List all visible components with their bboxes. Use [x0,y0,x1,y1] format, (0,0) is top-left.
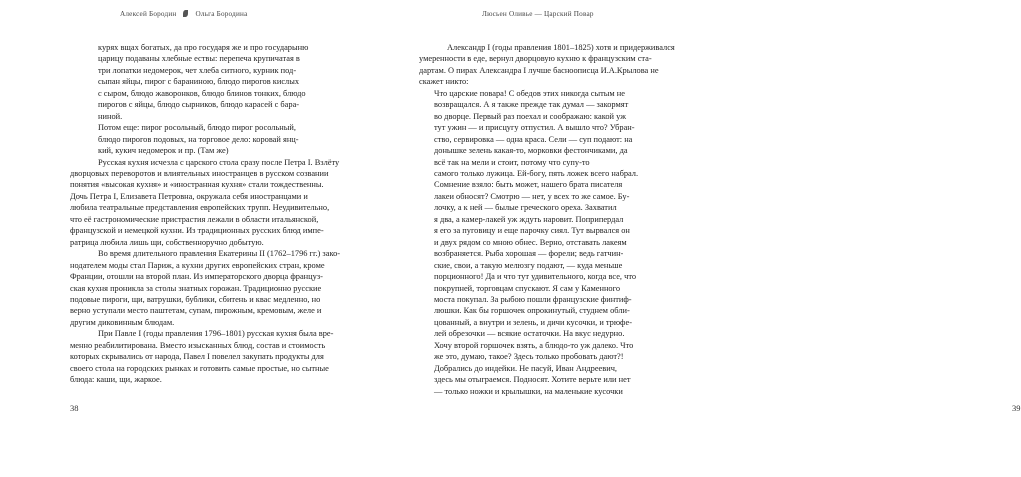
text-line: пирогов с яйцы, блюдо сырников, блюдо карасей с бара- [98,100,300,110]
text-line: Сомнение взяло: быть может, нашего брата писателя [434,180,623,190]
running-header-right: Люсьен Оливье — Царский Повар [482,10,594,18]
text-line: царицу подаваны хлебные ествы: перепеча крупичатая в [98,54,300,64]
text-line: ская кухня проникла за столы знатных горожан. Традиционно русские [70,283,322,293]
text-line: люшки. Как бы горшочек опрокинутый, студнем обли- [434,306,630,316]
text-line: блюдо пирогов подовых, на торговое дело: коровай янц- [98,134,299,144]
text-line: здесь мы отыграемся. Подносят. Хотите верьте или нет [434,375,631,385]
text-line: порционного! Да и что тут удивительного, когда все, что [434,272,637,282]
text-line: кий, кукич недомерок и пр. (Там же) [98,146,229,156]
text-line: понятия «высокая кухня» и «иностранная кухня» стали тождественны. [70,180,324,190]
text-line: Потом еще: пирог росольный, блюдо пирог росольный, [98,123,296,133]
text-line: лей обрезочки — всякие остаточки. На вкус недурно. [434,329,625,339]
header-author-1: Алексей Бородин [120,10,177,18]
text-line: ратрица любила лишь щи, собственноручно добытую. [70,237,264,247]
text-line: Александр I (годы правления 1801–1825) хотя и придерживался [447,43,675,52]
text-line: умеренности в еде, вернул дворцовую кухню к французским ста- [419,54,652,64]
text-line: три лопатки недомерок, чет хлеба ситного, курник под- [98,65,297,75]
text-line: — только ножки и крылышки, на маленькие кусочки [434,386,623,396]
text-line: дворцовых переворотов и влиятельных иностранцев в русском созвании [70,168,329,178]
text-line: Франции, отошли на второй план. Из императорского дворца француз- [70,272,323,282]
text-line: самого только лужица. Ей-богу, пять ложек всего набрал. [434,168,639,178]
block-quote [419,88,693,397]
text-line: Дочь Петра I, Елизавета Петровна, окружала себя иностранцами и [70,191,308,201]
right-page-body [419,42,693,397]
text-line: лакеи обносят? Смотрю — нет, у всех то же самое. Бу- [434,191,630,201]
text-line: сыпан яйцы, пирог с бараниною, блюдо пирогов кислых [98,77,300,87]
text-line: и двух рядом со мною обнес. Верно, отставать лакеям [434,237,627,247]
text-line: ские, свои, а такую мелюзгу подают, — куда меньше [434,260,623,270]
text-line: менно реабилитирована. Вместо изысканных блюд, состав и стоимость [70,340,326,350]
text-line: ниной. [98,111,123,121]
text-line: лочку, а к ней — былые греческого ореха. Захватил [434,203,617,213]
text-line: тут ужин — и присцугу отпустил. А вышло что? Убран- [434,123,635,133]
text-line: любила театральные представления европейских трупп. Неудивительно, [70,203,330,213]
text-line: своего стола на городских рынках и готовить самые простые, но сытные [70,363,329,373]
text-line: верно уступали место паштетам, супам, пирожным, кремовым, желе и [70,306,322,316]
running-header-left [120,10,247,18]
text-line: донышке зелень какая-то, морковки фестончиками, да [434,146,628,156]
page-number-left: 38 [70,403,79,413]
text-line: цованный, а внутри и зелень, и дичи кусочки, и трюфе- [434,317,632,327]
text-line: курях вщах богатых, да про государя же и про государыню [98,43,309,52]
text-line: другим диковинным блюдам. [70,317,175,327]
text-line: дартам. О пирах Александра I лучше басноописца И.А.Крылова не [419,65,659,75]
text-line: которых скрывались от народа, Павел I повелел закупать продукты для [70,352,324,362]
intro-text [419,42,693,88]
text-line: я два, а камер-лакей уж ждуть наровит. Поприпердал [434,214,624,224]
right-page [364,0,1021,477]
text-line: Во время длительного правления Екатерины II (1762–1796 гг.) зако- [98,249,341,259]
text-line: нодателем моды стал Париж, а кухни других европейских стран, кроме [70,260,325,270]
text-line: покрупней, торговцам спускают. Я сам у Каменного [434,283,621,293]
text-line: что её гастрономические пристрастия лежали в области итальянской, [70,214,319,224]
text-line: возбраняется. Рыба хорошая — форели; ведь гатчин- [434,249,624,259]
text-line: всё так на мели и стоит, потому что супу-то [434,157,590,167]
left-page [0,0,364,477]
text-line: возвращался. А я также прежде так думал — закормят [434,100,629,110]
header-author-2: Ольга Бородина [195,10,248,18]
body-text [70,157,346,386]
text-line: Что царские повара! С обедов этих никогда сытым не [434,88,626,98]
text-line: я его за пуговицу и еще парочку сиял. Тут вырвался он [434,226,630,236]
text-line: ство, сервировка — одна краса. Сели — суп подают: на [434,134,633,144]
text-line: блюда: каши, щи, жаркое. [70,375,162,385]
leaf-ornament-icon [183,10,188,18]
text-line: При Павле I (годы правления 1796–1801) русская кухня была вре- [98,329,334,339]
text-line: Русская кухня исчезла с царского стола сразу после Петра I. Взлёту [98,157,340,167]
page-number-right: 39 [1012,403,1021,413]
text-line: скажет никто: [419,77,469,87]
text-line: французской и немецкой кухни. Из традиционных русских блюд импе- [70,226,324,236]
text-line: Хочу второй горшочек взять, а блюдо-то уж далеко. Что [434,340,634,350]
text-line: же это, думаю, такое? Здесь только пробовать дают?! [434,352,624,362]
text-line: во дворце. Первый раз поехал и соображаю: какой уж [434,111,626,121]
block-quote [70,42,346,157]
text-line: моста покупал. За рыбою пошли французские финтиф- [434,294,632,304]
text-line: с сыром, блюдо жаворонков, блюдо блинов тонких, блюдо [98,88,306,98]
text-line: Добрались до индейки. Не пасуй, Иван Андреевич, [434,363,617,373]
left-page-body [70,42,346,386]
text-line: подовые пироги, щи, ватрушки, бублики, сбитень и квас медленно, но [70,294,321,304]
